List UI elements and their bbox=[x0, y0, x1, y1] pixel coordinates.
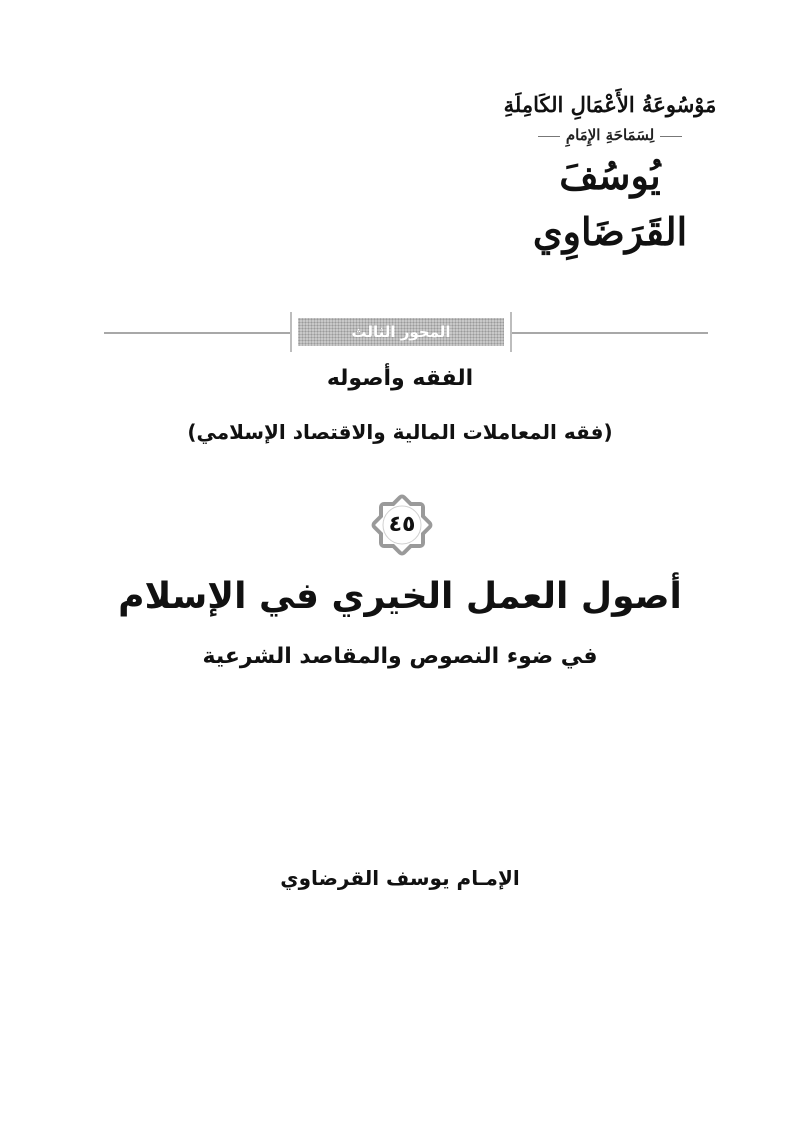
series-logo bbox=[500, 88, 720, 254]
volume-badge bbox=[369, 492, 435, 558]
subject-subtitle: (فقه المعاملات المالية والاقتصاد الإسلامي) bbox=[187, 420, 613, 444]
axis-rule-left bbox=[104, 332, 290, 334]
axis-rule-right bbox=[512, 332, 708, 334]
subject-title: الفقه وأصوله bbox=[326, 366, 474, 391]
series-logo-line3: يُوسُفَ القَرَضَاوِي bbox=[532, 153, 688, 254]
author-name: الإمـام يوسف القرضاوي bbox=[280, 866, 520, 890]
book-subtitle: في ضوء النصوص والمقاصد الشرعية bbox=[202, 644, 598, 669]
axis-header bbox=[104, 312, 708, 356]
volume-number: ٤٥ bbox=[388, 512, 416, 537]
axis-label: المحور الثالث bbox=[298, 318, 504, 346]
axis-label-frame bbox=[290, 312, 512, 352]
series-logo-line1: مَوْسُوعَةُ الأَعْمَالِ الكَامِلَةِ bbox=[503, 92, 717, 117]
book-title: أصول العمل الخيري في الإسلام bbox=[118, 576, 682, 617]
series-logo-line2: لِسَمَاحَةِ الإِمَامِ bbox=[500, 122, 720, 148]
